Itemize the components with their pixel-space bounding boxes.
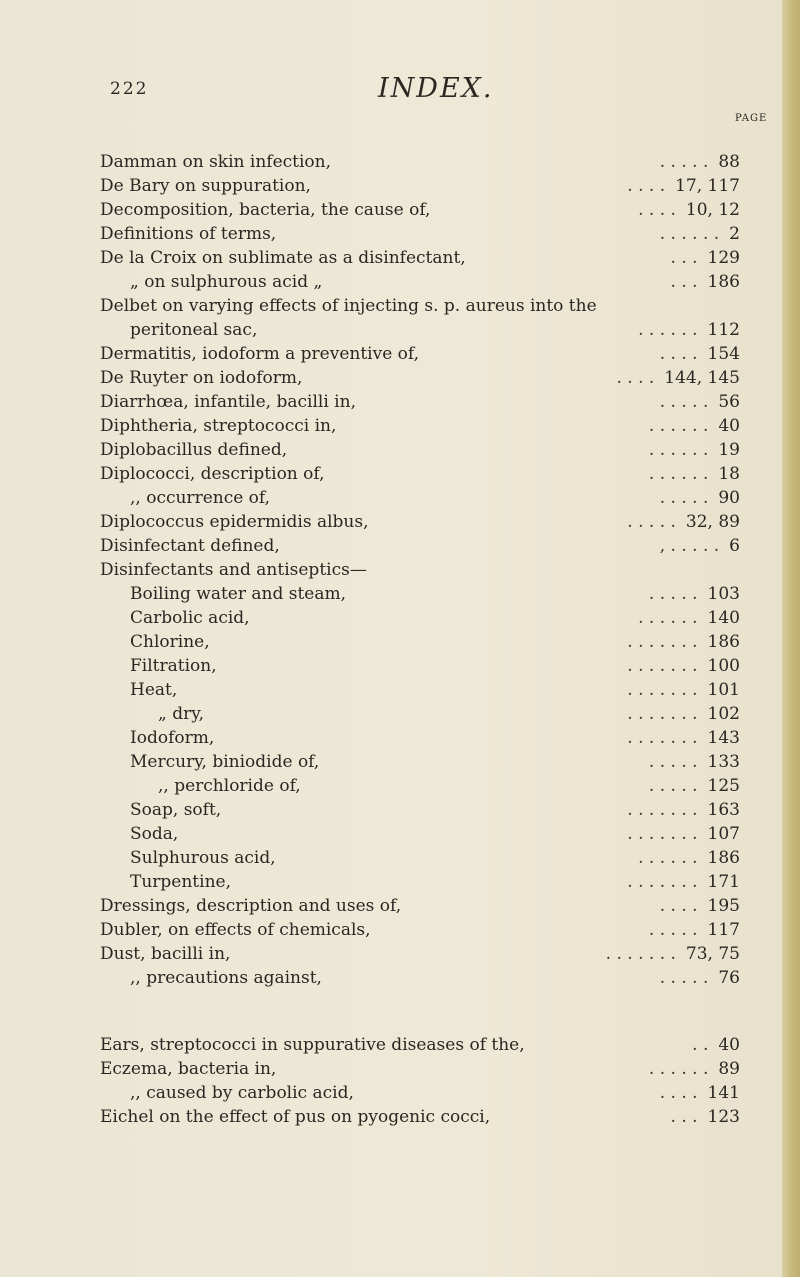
index-entry [100,294,740,318]
page-column-label: PAGE [735,113,768,124]
index-entry [100,198,740,222]
index-entry-label: Soap, soft, [130,800,222,820]
index-entry-leader-dots: . . . . . . . [627,824,698,844]
index-entry-page-ref: 112 [707,320,740,340]
index-entry-page-ref: 195 [707,896,740,916]
page-number: 222 [110,79,149,99]
index-entry-leader-dots: . . . . . [648,584,698,604]
index-entry [100,270,740,294]
index-entry-label: ,, caused by carbolic acid, [130,1083,354,1103]
index-entry [100,702,740,726]
index-entry [100,174,740,198]
index-entry-label: Ears, streptococci in suppurative diseases of the, [100,1035,525,1055]
index-entry-leader-dots: . . . . . [648,776,698,796]
index-entry [100,918,740,942]
index-entry [100,366,740,390]
index-entry-leader-dots: . . . . . . [648,416,709,436]
index-entry-label: Iodoform, [130,728,215,748]
index-entry-leader-dots: . . . . . [659,392,709,412]
index-entry-page-ref: 17, 117 [675,176,740,196]
index-entry [100,390,740,414]
index-entry-leader-dots: . . . [670,272,698,292]
index-entry-leader-dots: . . . . . . . [627,800,698,820]
index-entry-label: Definitions of terms, [100,224,277,244]
index-entry-leader-dots: . . . . . . . [627,656,698,676]
index-entry [100,726,740,750]
index-entry-leader-dots: . . . . [659,896,698,916]
index-entry-page-ref: 32, 89 [685,512,740,532]
index-entry-label: De Bary on suppuration, [100,176,311,196]
index-entry-label: Diplococci, description of, [100,464,325,484]
index-entry-label: Eczema, bacteria in, [100,1059,277,1079]
index-entry-label: Mercury, biniodide of, [130,752,320,772]
index-entry [100,678,740,702]
index-entry-leader-dots: . . [692,1035,709,1055]
index-entry-label: ,, occurrence of, [130,488,271,508]
index-entry-page-ref: 90 [718,488,740,508]
index-entry-page-ref: 133 [707,752,740,772]
index-entry-page-ref: 107 [707,824,740,844]
index-entry-page-ref: 102 [707,704,740,724]
index-entry-label: ,, perchloride of, [158,776,301,796]
index-entry [100,942,740,966]
index-entry-label: Decomposition, bacteria, the cause of, [100,200,431,220]
index-entry-label: Sulphurous acid, [130,848,276,868]
index-entry [100,510,740,534]
index-entry [100,606,740,630]
index-entry-label: Dust, bacilli in, [100,944,231,964]
index-entry-leader-dots: . . . . . . [638,848,698,868]
index-entry-label: Dubler, on effects of chemicals, [100,920,371,940]
index-entry-leader-dots: . . . . . [659,488,709,508]
index-entry-page-ref: 73, 75 [685,944,740,964]
index-entry-leader-dots: . . . . . . . [627,704,698,724]
index-entry-page-ref: 76 [718,968,740,988]
index-entry-page-ref: 18 [718,464,740,484]
index-entry-leader-dots: . . . . . . [648,1059,709,1079]
index-entry-leader-dots: . . . . . . [638,608,698,628]
index-entry [100,1033,740,1057]
index-entry-page-ref: 103 [707,584,740,604]
index-entry [100,414,740,438]
index-entry-leader-dots: . . . . . . [648,440,709,460]
index-entry [100,318,740,342]
index-entry [100,1081,740,1105]
index-entry [100,966,740,990]
index-entry [100,486,740,510]
index-entry-label: Diarrhœa, infantile, bacilli in, [100,392,356,412]
index-entry-leader-dots: . . . . . . [648,464,709,484]
index-entry-page-ref: 140 [707,608,740,628]
index-entry-leader-dots: . . . . . [648,752,698,772]
index-entry-label: ,, precautions against, [130,968,322,988]
index-entry-page-ref: 40 [718,416,740,436]
index-entry-page-ref: 125 [707,776,740,796]
index-entry-label: peritoneal sac, [130,320,258,340]
index-entry [100,654,740,678]
index-entry-label: De la Croix on sublimate as a disinfectant, [100,248,466,268]
index-entry [100,846,740,870]
index-entry [100,870,740,894]
index-entry-leader-dots: , . . . . . [659,536,720,556]
index-entry-label: De Ruyter on iodoform, [100,368,303,388]
index-entry-label: Carbolic acid, [130,608,250,628]
index-entry-page-ref: 19 [718,440,740,460]
index-entry-page-ref: 10, 12 [685,200,740,220]
index-entry-page-ref: 40 [718,1035,740,1055]
index-entry [100,774,740,798]
index-entry-page-ref: 100 [707,656,740,676]
index-entry-label: Dermatitis, iodoform a preventive of, [100,344,419,364]
index-entry-page-ref: 56 [718,392,740,412]
index-entry [100,342,740,366]
index-entry [100,750,740,774]
index-entry-label: Filtration, [130,656,217,676]
index-entry-page-ref: 154 [707,344,740,364]
index-entry-leader-dots: . . . . . . . [627,632,698,652]
index-entry-page-ref: 123 [707,1107,740,1127]
index-entry-leader-dots: . . . . [638,200,676,220]
index-entry-leader-dots: . . . [670,248,698,268]
index-entry-label: „ dry, [158,704,204,724]
index-entry [100,246,740,270]
index-entry-page-ref: 117 [707,920,740,940]
index-entry-leader-dots: . . . . . . [659,224,720,244]
index-entry-page-ref: 6 [729,536,740,556]
index-entry-page-ref: 144, 145 [664,368,740,388]
index-entry-page-ref: 141 [707,1083,740,1103]
index-entry-leader-dots: . . . . . . . [627,872,698,892]
index-entry-leader-dots: . . . . . . . [627,680,698,700]
index-entry-label: Heat, [130,680,178,700]
index-entry-leader-dots: . . . . . [627,512,676,532]
index-entry-page-ref: 186 [707,272,740,292]
index-entry-label: Diphtheria, streptococci in, [100,416,337,436]
index-entry [100,222,740,246]
index-entry-page-ref: 171 [707,872,740,892]
index-entry-leader-dots: . . . . . [648,920,698,940]
index-entry [100,534,740,558]
index-entry [100,1105,740,1129]
index-entry-label: Turpentine, [130,872,231,892]
index-entry-label: „ on sulphurous acid „ [130,272,323,292]
index-entry [100,462,740,486]
index-entry-label: Diplococcus epidermidis albus, [100,512,369,532]
index-entry-leader-dots: . . . . [659,1083,698,1103]
index-entry-label: Eichel on the effect of pus on pyogenic cocci, [100,1107,491,1127]
index-entry [100,1057,740,1081]
index-entry [100,438,740,462]
index-entry [100,630,740,654]
index-entry-page-ref: 163 [707,800,740,820]
index-entry-label: Delbet on varying effects of injecting s. p. aureus into the [100,296,597,316]
index-entry-label: Disinfectant defined, [100,536,280,556]
index-entry-label: Chlorine, [130,632,210,652]
index-entry-page-ref: 186 [707,632,740,652]
page-edge [782,0,800,1277]
index-entry-page-ref: 143 [707,728,740,748]
index-entry-label: Disinfectants and antiseptics— [100,560,367,580]
index-entry-leader-dots: . . . . . . . [605,944,676,964]
index-entry-leader-dots: . . . . [627,176,666,196]
index-entry [100,582,740,606]
index-entry-page-ref: 101 [707,680,740,700]
index-entry-label: Damman on skin infection, [100,152,332,172]
index-entry-label: Soda, [130,824,179,844]
index-entry-page-ref: 129 [707,248,740,268]
index-entry-label: Dressings, description and uses of, [100,896,402,916]
index-entry-leader-dots: . . . . . . . [627,728,698,748]
index-entry-label: Diplobacillus defined, [100,440,288,460]
index-entry-leader-dots: . . . . [659,344,698,364]
index-entry-page-ref: 89 [718,1059,740,1079]
index-entry-leader-dots: . . . . . [659,152,709,172]
index-entry-page-ref: 2 [729,224,740,244]
index-entry-leader-dots: . . . . [616,368,655,388]
index-entry-page-ref: 88 [718,152,740,172]
index-entry-leader-dots: . . . . . [659,968,709,988]
index-entry-leader-dots: . . . [670,1107,698,1127]
index-entry [100,822,740,846]
index-entry [100,798,740,822]
page-header-title: INDEX. [378,73,494,104]
index-entry-label: Boiling water and steam, [130,584,347,604]
index-entry-page-ref: 186 [707,848,740,868]
index-entry-leader-dots: . . . . . . [638,320,698,340]
index-entry [100,150,740,174]
index-entry [100,894,740,918]
index-entry [100,558,740,582]
